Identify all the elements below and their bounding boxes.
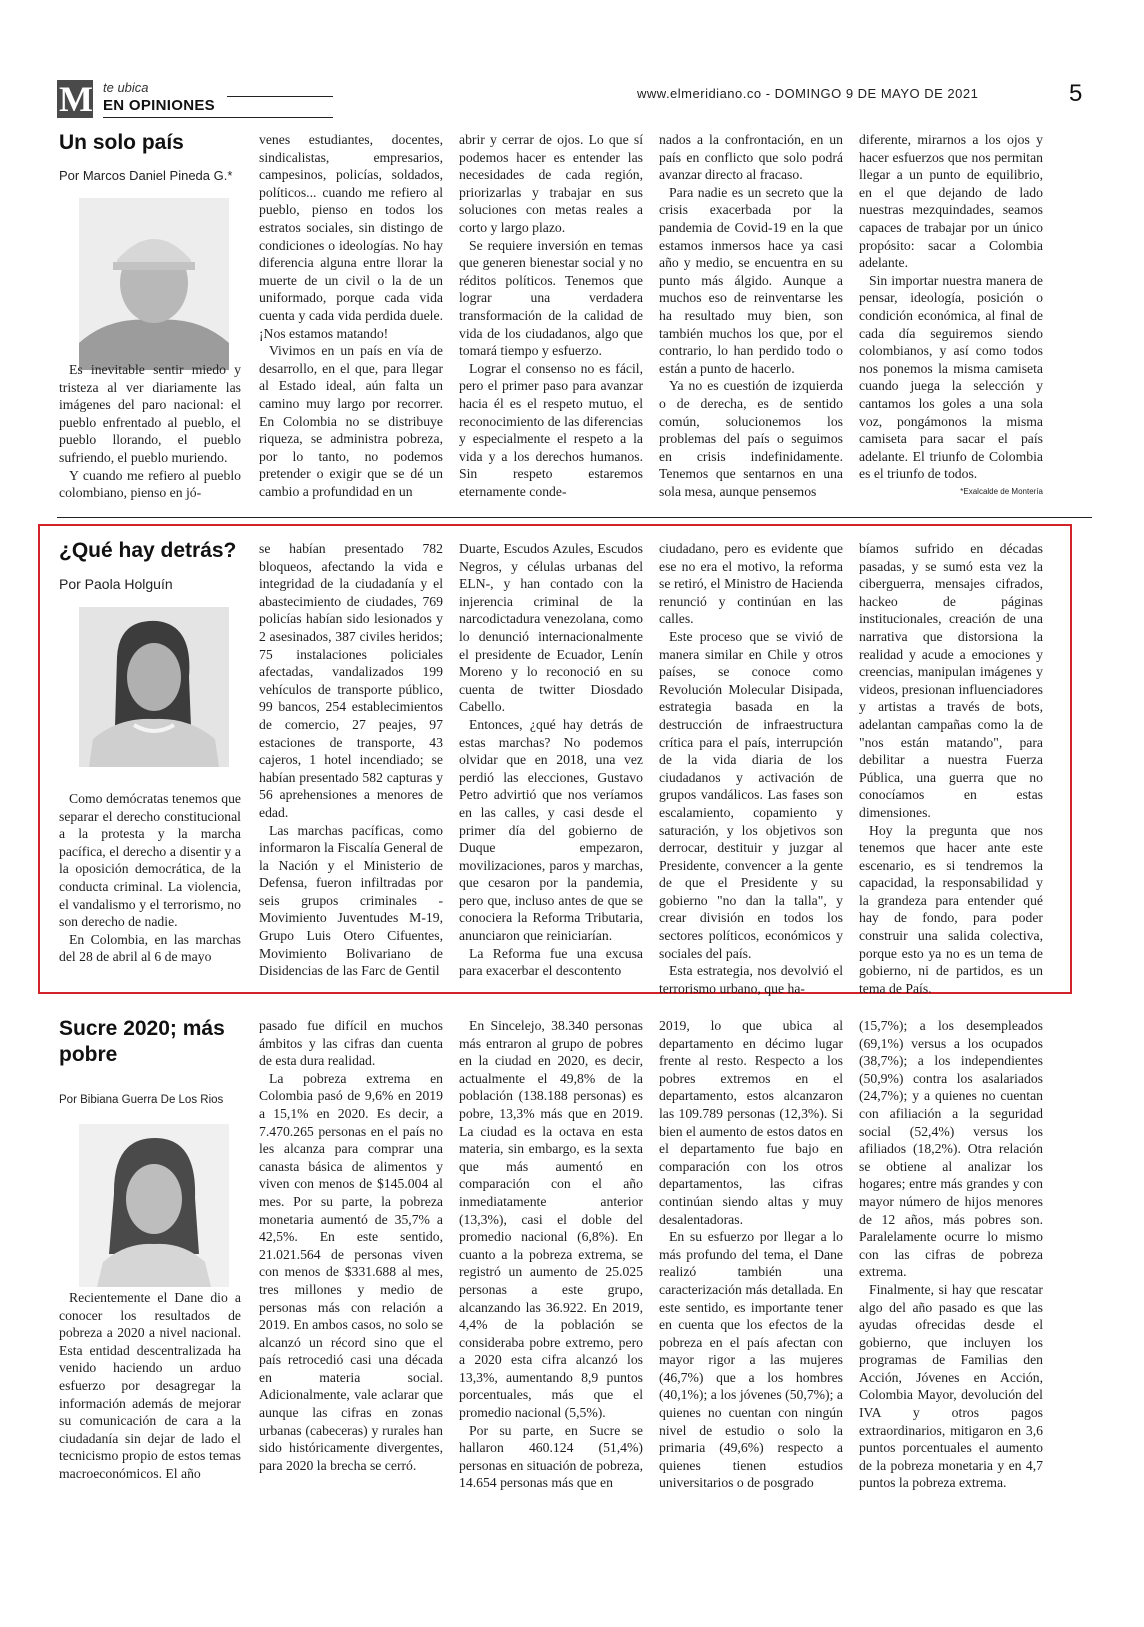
article-divider <box>57 517 1092 518</box>
paragraph: Finalmente, si hay que rescatar algo del año pasado es que las ayudas ofrecidas desde el gobierno, que incluyen los programas de Familias den Acción, Jóvenes en Acción, Colombia Mayor, devolución del IVA y otros pagos extraordinarios, mitigaron en 3,6 puntos porcentuales el aumento de la pobreza monetaria y en 4,7 puntos la pobreza extrema. <box>859 1281 1043 1491</box>
paragraph: Como demócratas tenemos que separar el derecho constitucional a la protesta y la marcha pacífica, el derecho a disentir y a la oposición democrática, de la conducta criminal. La violencia, el vandalismo y el terrorismo, no son derecho de nadie. <box>59 791 241 930</box>
article-column-3 <box>459 131 643 500</box>
author-portrait-icon <box>79 607 229 767</box>
paragraph: Duarte, Escudos Azules, Escudos Negros, y células urbanas del ELN-, y han contado con la injerencia criminal de la narcodictadura venezolana, como lo denunció internacionalmente el presidente de Ecuador, Lenín Moreno y lo reconoció en su cuenta de twitter Diosdado Cabello. <box>459 541 643 715</box>
paragraph: bíamos sufrido en décadas pasadas, y se sumó esta vez la ciberguerra, mensajes cifrados, hackeo de páginas institucionales, creación de una narrativa que distorsiona la realidad y acude a emociones y creencias, manipulan imágenes y videos, presionan influenciadores y artistas a través de bots, adelantan campañas como la de "nos están matando", para debilitar a nuestra Fuerza Pública, una guerra que no conocíamos en estas dimensiones. <box>859 541 1043 820</box>
article-column-4 <box>659 131 843 500</box>
article-column-5 <box>859 131 1043 513</box>
article-byline: Por Bibiana Guerra De Los Rios <box>59 1094 224 1106</box>
paragraph: Sin importar nuestra manera de pensar, ideología, posición o condición económica, al final de cada día seguiremos siendo colombianos, y así como todos nos ponemos la misma camiseta cuando juega la selección y cantamos los goles a una sola voz, pongámonos la misma camiseta para sacar el país adelante. El triunfo de Colombia es el triunfo de todos. <box>859 272 1043 482</box>
article-que-hay-detras <box>57 537 1092 996</box>
article-title: ¿Qué hay detrás? <box>59 539 237 562</box>
paragraph: abrir y cerrar de ojos. Lo que sí podemos hacer es entender las necesidades de cada región, priorizarlas y trabajar en sus soluciones con metas reales a corto y largo plazo. <box>459 132 643 235</box>
section-title: EN OPINIONES <box>103 97 215 114</box>
newspaper-logo[interactable]: M <box>57 80 93 118</box>
article-sucre-2020 <box>57 1014 1092 1594</box>
article-column-3 <box>459 1017 643 1492</box>
paragraph: En Sincelejo, 38.340 personas más entraron al grupo de pobres en la ciudad en 2020, es decir, actualmente el 49,8% de la población (138.188 personas) es pobre, 13,3% más que en 2019. La ciudad es la octava en esta materia, sin embargo, es la sexta que más aumentó en comparación con el año inmediatamente anterior (13,3%), casi el doble del promedio nacional (6,8%). En cuanto a la pobreza extrema, se registró un aumento de 25.025 personas a este grupo, alcanzando las 36.922. En 2019, 4,4% de la población se consideraba pobre extremo, pero a 2020 esta cifra alcanzó los 13,3%, aumentando 8,9 puntos porcentuales, más que el promedio nacional (5,5%). <box>459 1018 643 1421</box>
paragraph: Esta estrategia, nos devolvió el terrorismo urbano, que ha- <box>659 963 843 996</box>
paragraph: Se requiere inversión en temas que generen bienestar social y no réditos políticos. Tenemos que lograr una verdadera transformación de la calidad de vida de los ciudadanos, algo que tomará tiempo y esfuerzo. <box>459 237 643 359</box>
author-portrait-icon <box>79 1124 229 1287</box>
page-number: 5 <box>1069 80 1083 107</box>
article-column-1 <box>59 1289 241 1483</box>
article-byline: Por Marcos Daniel Pineda G.* <box>59 168 233 183</box>
paragraph: Las marchas pacíficas, como informaron la Fiscalía General de la Nación y el Ministerio de Defensa, fueron infiltradas por seis grupos criminales -Movimiento Juventudes M-19, Grupo Luis Otero Cifuentes, Movimiento Bolivariano de Disidencias de las Farc de Gentil <box>259 822 443 979</box>
paragraph: Por su parte, en Sucre se hallaron 460.124 (51,4%) personas en situación de pobreza, 14.654 personas más que en <box>459 1422 643 1491</box>
paragraph: Recientemente el Dane dio a conocer los resultados de pobreza a 2020 a nivel nacional. Esta entidad descentralizada ha venido haciendo un arduo esfuerzo por desagregar la información además de mejorar su comunicación de cara a la ciudadanía sin dejar de lado el tecnicismo propio de estos temas macroeconómicos. El año <box>59 1290 241 1481</box>
paragraph: Para nadie es un secreto que la crisis exacerbada por la pandemia de Covid-19 en la que estamos inmersos hace ya casi año y medio, se encuentra en su punto más álgido. Aunque a muchos eso de reinventarse les ha resultado muy bien, son también muchos los que, por el contrario, lo han perdido todo o están a punto de hacerlo. <box>659 184 843 376</box>
paragraph: 2019, lo que ubica al departamento en décimo lugar frente al resto. Respecto a los pobres extremos en el departamento, estos alcanzaron las 109.789 personas (12,3%). Si bien el aumento de estos datos en el departamento fue bajo en comparación con los otros departamentos, las cifras continúan siendo altas y muy desalentadoras. <box>659 1018 843 1227</box>
paragraph: Vivimos en un país en vía de desarrollo, en el que, para llegar al Estado ideal, aún falta un camino muy largo por recorrer. En Colombia no se distribuye riqueza, se administra pobreza, por lo tanto, no podemos pretender o exigir que se dé un cambio a profundidad en un <box>259 343 443 499</box>
article-column-5 <box>859 540 1043 997</box>
paragraph: diferente, mirarnos a los ojos y hacer esfuerzos que nos permitan llegar a un punto de equilibrio, en el que dejando de lado nuestras mezquindades, seamos capaces de trabajar por un único propósito: sacar a Colombia adelante. <box>859 132 1043 271</box>
paragraph: Este proceso que se vivió de manera similar en Chile y otros países, se conoce como Revolución Molecular Disipada, estrategia basada en la destrucción de infraestructura crítica para el país, interrupción de la vida diaria de los ciudadanos y activación de grupos vandálicos. Las fases son escalamiento, copamiento y saturación, y los objetivos son derrocar, destituir y juzgar al Presidente, convencer a la gente de que el Presidente y su gobierno "no dan la talla", y crear división en todos los sectores políticos, económicos y sociales del país. <box>659 628 843 961</box>
paragraph: Lograr el consenso no es fácil, pero el primer paso para avanzar hacia él es el respeto mutuo, el reconocimiento de las diferencias y especialmente el respeto a la vida y a los derechos humanos. Sin respeto estaremos eternamente conde- <box>459 360 643 499</box>
paragraph: Y cuando me refiero al pueblo colombiano, pienso en jó- <box>59 467 241 501</box>
paragraph: Entonces, ¿qué hay detrás de estas marchas? No podemos olvidar que en 2018, una vez perdió las elecciones, Gustavo Petro advirtió que nos veríamos en las calles, y casi desde el primer día del gobierno de Duque empezaron, movilizaciones, paros y marchas, que cesaron por la pandemia, pero que, incluso antes de que se conociera la Reforma Tributaria, anunciaron que reiniciarían. <box>459 716 643 944</box>
section-rule <box>227 96 333 97</box>
paragraph: nados a la confrontación, en un país en conflicto que solo podrá avanzar directo al fracaso. <box>659 132 843 183</box>
article-column-4 <box>659 540 843 997</box>
article-column-1 <box>59 790 241 966</box>
article-column-1 <box>59 361 241 502</box>
paragraph: pasado fue difícil en muchos ámbitos y las cifras dan cuenta de esta dura realidad. <box>259 1018 443 1069</box>
masthead <box>57 80 1092 122</box>
logo-tagline: te ubica <box>103 80 149 95</box>
author-photo <box>79 607 229 767</box>
article-byline: Por Paola Holguín <box>59 576 173 592</box>
author-portrait-icon <box>79 198 229 370</box>
section-underline <box>103 117 333 118</box>
paragraph: Es inevitable sentir miedo y tristeza al ver diariamente las imágenes del paro nacional: el pueblo enfrentado al pueblo, el pueblo llorando, el pueblo sufriendo, el pueblo muriendo. <box>59 362 241 465</box>
article-column-2 <box>259 1017 443 1474</box>
paragraph: ciudadano, pero es evidente que ese no era el motivo, la reforma se retiró, el Ministro de Hacienda renunció y continúan en las calles. <box>659 541 843 627</box>
author-note: *Exalcalde de Montería <box>960 486 1043 496</box>
author-photo <box>79 1124 229 1287</box>
dateline[interactable]: www.elmeridiano.co - DOMINGO 9 DE MAYO DE 2021 <box>637 86 979 101</box>
article-title: Sucre 2020; más pobre <box>59 1017 225 1066</box>
paragraph: (15,7%); a los desempleados (69,1%) versus a los ocupados (38,7%); a los independientes (50,9%) contra los asalariados (24,7%); y a quienes no cuentan con afiliación a la seguridad social (52,4%) versus los afiliados (18,2%). Otra relación se obtiene al analizar los hogares; entre más grandes y con mayor número de hijos menores de 12 años, más pobres son. Paralelamente ocurre lo mismo con las cifras de pobreza extrema. <box>859 1018 1043 1280</box>
paragraph: La pobreza extrema en Colombia pasó de 9,6% en 2019 a 15,1% en 2020. Es decir, a 7.470.265 personas en el país no les alcanza para comprar una canasta básica de alimentos y viven con menos de $145.004 al mes. Por su parte, la pobreza monetaria aumentó de 35,7% a 42,5%. En este sentido, 21.021.564 de personas viven con menos de $331.688 al mes, tres millones y medio de personas más con relación a 2019. En ambos casos, no solo se alcanzó un récord sino que el país retrocedió casi una década en materia social. Adicionalmente, vale aclarar que aunque las cifras en zonas urbanas (cabeceras) y rurales han sido históricamente divergentes, para 2020 la brecha se cerró. <box>259 1070 443 1473</box>
author-photo <box>79 198 229 370</box>
paragraph: venes estudiantes, docentes, sindicalistas, empresarios, campesinos, policías, soldados, políticos... cuando me refiero al pueblo, pienso en todos los estratos sociales, sin distingo de condiciones o ideologías. No hay diferencia alguna entre llorar la muerte de un civil o la de un uniformado, porque cada vida cuenta y cada vida perdida duele. ¡Nos estamos matando! <box>259 132 443 341</box>
article-column-2 <box>259 540 443 980</box>
article-un-solo-pais <box>57 128 1092 513</box>
paragraph: En su esfuerzo por llegar a lo más profundo del tema, el Dane realizó también una caracterización más detallada. En este sentido, es importante tener en cuenta que los efectos de la pobreza en el país afectan con mayor rigor a las mujeres (46,7%) que a los hombres (40,1%); a los jóvenes (50,7%); a quienes no cuentan con ningún nivel de estudio o solo la primaria (49,6%) respecto a quienes tienen estudios universitarios o de posgrado <box>659 1229 843 1491</box>
article-column-3 <box>459 540 643 980</box>
article-column-4 <box>659 1017 843 1492</box>
paragraph: La Reforma fue una excusa para exacerbar el descontento <box>459 945 643 979</box>
article-title: Un solo país <box>59 131 184 154</box>
article-column-2 <box>259 131 443 500</box>
paragraph: Ya no es cuestión de izquierda o de derecha, es de sentido común, solucionemos los problemas del país o seguimos en crisis indefinidamente. Tenemos que sentarnos en una sola mesa, aunque pensemos <box>659 378 843 499</box>
paragraph: se habían presentado 782 bloqueos, afectando la vida e integridad de la ciudadanía y el abastecimiento de ciudades, 769 policías habían sido lesionados y 2 asesinados, 387 civiles heridos; 75 instalaciones policiales afectadas, vandalizados 199 vehículos de transporte público, 99 bancos, 254 establecimientos de comercio, 27 peajes, 97 estaciones de transporte, 43 cajeros, 1 hotel incendiado; se habían presentado 582 capturas y 56 aprehensiones a menores de edad. <box>259 541 443 820</box>
article-column-5 <box>859 1017 1043 1492</box>
paragraph: En Colombia, en las marchas del 28 de abril al 6 de mayo <box>59 931 241 965</box>
paragraph: Hoy la pregunta que nos tenemos que hacer ante este escenario, es si tendremos la capacidad, la responsabilidad y la grandeza para entender qué hay de fondo, para poder construir una salida colectiva, porque esto ya no es un tema de gobierno, ni de partidos, es un tema de País. <box>859 822 1043 996</box>
